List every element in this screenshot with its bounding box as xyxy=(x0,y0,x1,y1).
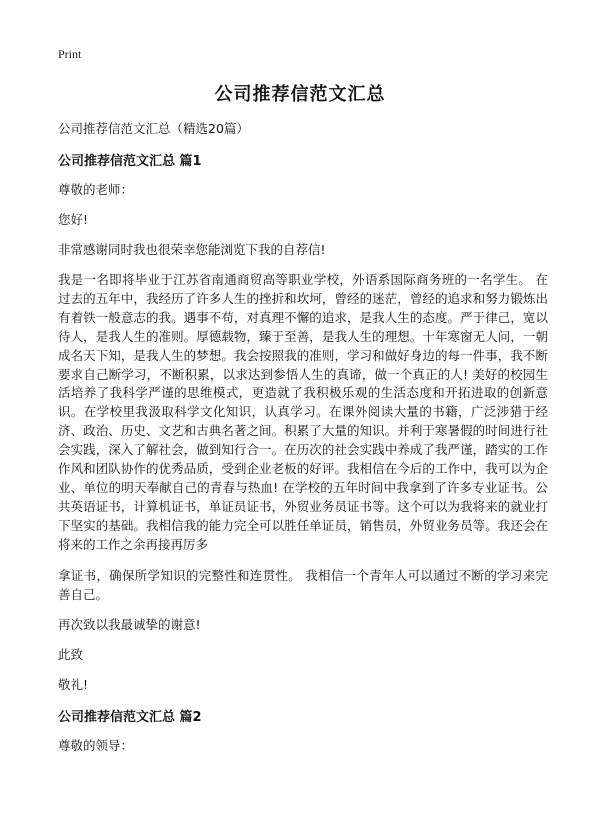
section-heading-1: 公司推荐信范文汇总 篇1 xyxy=(58,154,202,169)
section-heading-2: 公司推荐信范文汇总 篇2 xyxy=(58,710,202,726)
salutation: 尊敬的老师： xyxy=(58,182,134,197)
greeting: 您好! xyxy=(58,212,89,227)
body-paragraph: 我是一名即将毕业于江苏省南通商贸高等职业学校，外语系国际商务班的一名学生。 在过去的五年中，我经历了许多人生的挫折和坎坷，曾经的迷茫，曾经的追求和努力锻炼出有着铁一般意志的我。遇事不苟，对真理不懈的追求，是我人生的态度。严于律己，宽以待人，是我人生的准则。厚德载物，臻于至善，是我人生的理想。十年寒窗无人问，一朝成名天下知，是我人生的梦想。我会按照我的准则，学习和做好身边的每一件事，我不断要求自己断学习，不断积累，以求达到参悟人生的真谛，做一个真正的人! 美好的校园生活培养了我科学严谨的思维模式，更造就了我积极乐观的生活态度和开拓进取的创新意识。在学校里我汲取科学文化知识，认真学习。在课外阅读大量的书籍，广泛涉猎于经济、政治、历史、文艺和古典名著之间。积累了大量的知识。并利于寒暑假的时间进行社会实践，深入了解社会，做到知行合一。在历次的社会实践中养成了我严谨，踏实的工作作风和团队协作的优秀品质，受到企业老板的好评。我相信在今后的工作中，我可以为企业、单位的明天奉献自己的青春与热血! 在学校的五年时间中我拿到了许多专业证书。公共英语证书，计算机证书，单证员证书，外贸业务员证书等。这个可以为我将来的就业打下坚实的基础。我相信我的能力完全可以胜任单证员，销售员，外贸业务员等。我还会在将来的工作之余再接再厉多 xyxy=(58,272,548,552)
print-link[interactable]: Print xyxy=(58,47,82,61)
document-title: 公司推荐信范文汇总 xyxy=(214,84,386,105)
continuation-paragraph: 拿证书，确保所学知识的完整性和连贯性。 我相信一个青年人可以通过不断的学习来完善自己。 xyxy=(58,567,548,602)
salutation-2: 尊敬的领导： xyxy=(58,738,134,754)
closing-line: 此致 xyxy=(58,647,84,663)
document-subtitle: 公司推荐信范文汇总（精选20篇） xyxy=(58,121,249,136)
document-content xyxy=(58,120,548,767)
intro-paragraph: 非常感谢同时我也很荣幸您能浏览下我的自荐信! xyxy=(58,242,326,257)
regards-line: 敬礼! xyxy=(58,677,89,693)
thanks-line: 再次致以我最诚挚的谢意! xyxy=(58,617,201,633)
